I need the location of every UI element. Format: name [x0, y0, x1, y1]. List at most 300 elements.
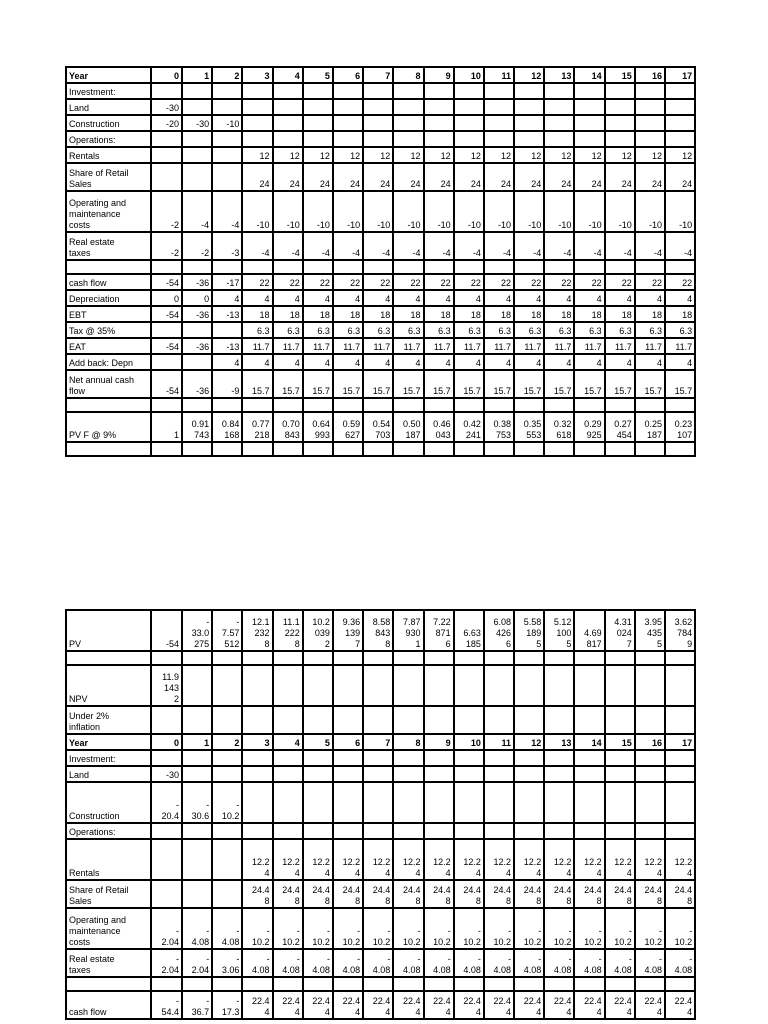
- value-cell: 12: [514, 734, 544, 750]
- value-cell: -10: [242, 191, 272, 232]
- row-label-cell: [66, 260, 151, 274]
- value-cell: [635, 131, 665, 147]
- value-cell: [605, 131, 635, 147]
- value-cell: -10: [212, 115, 242, 131]
- year-header-cell: 2: [212, 67, 242, 83]
- value-cell: [151, 823, 182, 839]
- row-label-cell: Operations:: [66, 131, 151, 147]
- value-cell: [242, 131, 272, 147]
- value-cell: 22.4 4: [273, 991, 303, 1019]
- value-cell: 12.2 4: [424, 839, 454, 880]
- value-cell: [605, 750, 635, 766]
- value-cell: [212, 706, 242, 734]
- table-row: [66, 99, 695, 115]
- value-cell: [574, 766, 604, 782]
- value-cell: 12.2 4: [544, 839, 574, 880]
- value-cell: 18: [242, 306, 272, 322]
- value-cell: 24.4 8: [273, 880, 303, 908]
- value-cell: 4: [273, 354, 303, 370]
- value-cell: [151, 651, 182, 665]
- value-cell: [363, 706, 393, 734]
- value-cell: 12: [273, 147, 303, 163]
- value-cell: [665, 823, 695, 839]
- value-cell: 22: [393, 274, 423, 290]
- value-cell: [303, 750, 333, 766]
- value-cell: 4: [212, 290, 242, 306]
- value-cell: - 3.06: [212, 949, 242, 977]
- value-cell: [484, 823, 514, 839]
- value-cell: [574, 83, 604, 99]
- value-cell: 22.4 4: [544, 991, 574, 1019]
- year-header-cell: 16: [635, 67, 665, 83]
- value-cell: 10.2 039 2: [303, 610, 333, 651]
- row-label-cell: Share of Retail Sales: [66, 163, 151, 191]
- value-cell: 7.22 871 6: [424, 610, 454, 651]
- value-cell: [333, 651, 363, 665]
- value-cell: [574, 651, 604, 665]
- table-row: [66, 977, 695, 991]
- value-cell: [182, 766, 212, 782]
- value-cell: [424, 260, 454, 274]
- value-cell: 11.7: [635, 338, 665, 354]
- value-cell: [273, 823, 303, 839]
- value-cell: [242, 398, 272, 412]
- value-cell: [212, 147, 242, 163]
- value-cell: [242, 260, 272, 274]
- value-cell: [514, 665, 544, 706]
- value-cell: 11.7: [273, 338, 303, 354]
- value-cell: 24.4 8: [484, 880, 514, 908]
- table-row: [66, 115, 695, 131]
- value-cell: 11: [484, 734, 514, 750]
- value-cell: [333, 99, 363, 115]
- value-cell: 4: [665, 290, 695, 306]
- value-cell: [273, 766, 303, 782]
- value-cell: [665, 115, 695, 131]
- value-cell: -10: [514, 191, 544, 232]
- row-label-cell: NPV: [66, 665, 151, 706]
- value-cell: 18: [544, 306, 574, 322]
- value-cell: [454, 665, 484, 706]
- value-cell: [303, 83, 333, 99]
- value-cell: 12: [484, 147, 514, 163]
- table-row: [66, 131, 695, 147]
- value-cell: [393, 651, 423, 665]
- value-cell: [363, 260, 393, 274]
- value-cell: 18: [454, 306, 484, 322]
- table-row: [66, 706, 695, 734]
- value-cell: 10: [454, 734, 484, 750]
- value-cell: [454, 115, 484, 131]
- value-cell: [424, 706, 454, 734]
- value-cell: [393, 750, 423, 766]
- value-cell: 0.35 553: [514, 412, 544, 442]
- value-cell: 12: [514, 147, 544, 163]
- value-cell: 12.2 4: [273, 839, 303, 880]
- value-cell: 22.4 4: [665, 991, 695, 1019]
- value-cell: 22.4 4: [635, 991, 665, 1019]
- value-cell: 0.46 043: [424, 412, 454, 442]
- value-cell: - 10.2: [514, 908, 544, 949]
- value-cell: [574, 823, 604, 839]
- value-cell: 18: [484, 306, 514, 322]
- value-cell: 0.50 187: [393, 412, 423, 442]
- value-cell: 8.58 843 8: [363, 610, 393, 651]
- value-cell: [484, 766, 514, 782]
- value-cell: [393, 782, 423, 823]
- value-cell: - 4.08: [273, 949, 303, 977]
- value-cell: 24.4 8: [454, 880, 484, 908]
- value-cell: [212, 651, 242, 665]
- value-cell: - 10.2: [212, 782, 242, 823]
- value-cell: 11.7: [544, 338, 574, 354]
- value-cell: 24.4 8: [363, 880, 393, 908]
- value-cell: 0.32 618: [544, 412, 574, 442]
- value-cell: [544, 750, 574, 766]
- value-cell: -10: [393, 191, 423, 232]
- value-cell: 15.7: [303, 370, 333, 398]
- value-cell: 24.4 8: [635, 880, 665, 908]
- value-cell: 18: [635, 306, 665, 322]
- value-cell: 22: [514, 274, 544, 290]
- value-cell: -4: [424, 232, 454, 260]
- row-label-cell: [66, 442, 151, 456]
- value-cell: 0.27 454: [605, 412, 635, 442]
- value-cell: [273, 706, 303, 734]
- year-header-cell: 14: [574, 67, 604, 83]
- value-cell: - 4.08: [484, 949, 514, 977]
- value-cell: [333, 750, 363, 766]
- row-label-cell: Investment:: [66, 750, 151, 766]
- value-cell: -10: [484, 191, 514, 232]
- value-cell: [151, 147, 182, 163]
- value-cell: 22: [544, 274, 574, 290]
- value-cell: [605, 442, 635, 456]
- value-cell: [454, 83, 484, 99]
- value-cell: 24.4 8: [665, 880, 695, 908]
- value-cell: [363, 398, 393, 412]
- value-cell: - 2.04: [151, 908, 182, 949]
- value-cell: 15.7: [574, 370, 604, 398]
- value-cell: [635, 977, 665, 991]
- row-label-cell: Land: [66, 766, 151, 782]
- value-cell: 6.3: [605, 322, 635, 338]
- year-header-cell: 8: [393, 67, 423, 83]
- value-cell: 18: [303, 306, 333, 322]
- value-cell: 15.7: [484, 370, 514, 398]
- value-cell: [454, 398, 484, 412]
- value-cell: -10: [363, 191, 393, 232]
- value-cell: [484, 115, 514, 131]
- value-cell: - 33.0 275: [182, 610, 212, 651]
- value-cell: 6.3: [635, 322, 665, 338]
- value-cell: 9: [424, 734, 454, 750]
- value-cell: [393, 398, 423, 412]
- value-cell: [544, 260, 574, 274]
- value-cell: [424, 766, 454, 782]
- value-cell: [574, 115, 604, 131]
- value-cell: [273, 260, 303, 274]
- value-cell: -4: [303, 232, 333, 260]
- table-row: [66, 610, 695, 651]
- row-label-cell: Tax @ 35%: [66, 322, 151, 338]
- value-cell: 8: [393, 734, 423, 750]
- value-cell: 18: [393, 306, 423, 322]
- value-cell: [182, 880, 212, 908]
- value-cell: 24: [544, 163, 574, 191]
- value-cell: [242, 977, 272, 991]
- value-cell: 22: [303, 274, 333, 290]
- value-cell: [273, 131, 303, 147]
- year-header-cell: 10: [454, 67, 484, 83]
- value-cell: -4: [635, 232, 665, 260]
- value-cell: [424, 115, 454, 131]
- value-cell: [151, 163, 182, 191]
- value-cell: 6.3: [393, 322, 423, 338]
- table-row: [66, 665, 695, 706]
- value-cell: 12: [303, 147, 333, 163]
- value-cell: [212, 99, 242, 115]
- value-cell: 13: [544, 734, 574, 750]
- value-cell: [605, 651, 635, 665]
- table-row: [66, 750, 695, 766]
- value-cell: -13: [212, 338, 242, 354]
- value-cell: [484, 977, 514, 991]
- value-cell: 18: [574, 306, 604, 322]
- value-cell: 6: [333, 734, 363, 750]
- value-cell: 22: [273, 274, 303, 290]
- value-cell: 24.4 8: [605, 880, 635, 908]
- value-cell: - 2.04: [182, 949, 212, 977]
- value-cell: [605, 706, 635, 734]
- value-cell: [242, 83, 272, 99]
- table-row: [66, 734, 695, 750]
- value-cell: 4: [454, 354, 484, 370]
- value-cell: 24: [574, 163, 604, 191]
- value-cell: [514, 782, 544, 823]
- value-cell: [514, 442, 544, 456]
- value-cell: [665, 782, 695, 823]
- value-cell: 12: [424, 147, 454, 163]
- value-cell: [605, 99, 635, 115]
- value-cell: 24: [605, 163, 635, 191]
- value-cell: 12: [544, 147, 574, 163]
- year-header-cell: 3: [242, 67, 272, 83]
- value-cell: - 4.08: [242, 949, 272, 977]
- value-cell: [151, 398, 182, 412]
- value-cell: [212, 977, 242, 991]
- value-cell: [273, 750, 303, 766]
- value-cell: [151, 442, 182, 456]
- value-cell: [665, 131, 695, 147]
- value-cell: [363, 782, 393, 823]
- table-row: [66, 274, 695, 290]
- value-cell: 4: [303, 354, 333, 370]
- value-cell: [635, 750, 665, 766]
- value-cell: [242, 99, 272, 115]
- table-row: [66, 766, 695, 782]
- value-cell: 4: [574, 290, 604, 306]
- value-cell: 4: [484, 354, 514, 370]
- value-cell: 4: [574, 354, 604, 370]
- value-cell: 0: [151, 290, 182, 306]
- table-row: [66, 306, 695, 322]
- value-cell: -4: [544, 232, 574, 260]
- value-cell: 12: [454, 147, 484, 163]
- value-cell: -54: [151, 610, 182, 651]
- value-cell: 22: [574, 274, 604, 290]
- value-cell: 12.2 4: [393, 839, 423, 880]
- value-cell: [574, 977, 604, 991]
- row-label-cell: Rentals: [66, 147, 151, 163]
- value-cell: 0.64 993: [303, 412, 333, 442]
- year-label: Year: [66, 67, 151, 83]
- row-label-cell: EBT: [66, 306, 151, 322]
- value-cell: [393, 665, 423, 706]
- value-cell: 4: [393, 290, 423, 306]
- value-cell: 6.3: [273, 322, 303, 338]
- value-cell: [182, 83, 212, 99]
- value-cell: 4.31 024 7: [605, 610, 635, 651]
- value-cell: [393, 442, 423, 456]
- value-cell: [514, 750, 544, 766]
- value-cell: 12.2 4: [303, 839, 333, 880]
- value-cell: [182, 163, 212, 191]
- table-row: [66, 412, 695, 442]
- value-cell: - 30.6: [182, 782, 212, 823]
- value-cell: -10: [424, 191, 454, 232]
- value-cell: 22.4 4: [424, 991, 454, 1019]
- value-cell: [484, 442, 514, 456]
- value-cell: 18: [514, 306, 544, 322]
- value-cell: [242, 442, 272, 456]
- value-cell: 12: [665, 147, 695, 163]
- value-cell: 0.54 703: [363, 412, 393, 442]
- value-cell: [665, 977, 695, 991]
- value-cell: 4: [605, 354, 635, 370]
- value-cell: [242, 823, 272, 839]
- value-cell: [424, 651, 454, 665]
- value-cell: 22.4 4: [574, 991, 604, 1019]
- year-header-cell: 0: [151, 67, 182, 83]
- value-cell: [605, 823, 635, 839]
- value-cell: [182, 398, 212, 412]
- value-cell: 11.7: [484, 338, 514, 354]
- value-cell: [182, 260, 212, 274]
- value-cell: -4: [212, 191, 242, 232]
- table-row: [66, 908, 695, 949]
- value-cell: -2: [182, 232, 212, 260]
- value-cell: -4: [182, 191, 212, 232]
- value-cell: [544, 398, 574, 412]
- row-label-cell: Construction: [66, 782, 151, 823]
- value-cell: [393, 823, 423, 839]
- year-header-cell: 9: [424, 67, 454, 83]
- value-cell: [635, 665, 665, 706]
- value-cell: [544, 83, 574, 99]
- value-cell: [424, 782, 454, 823]
- value-cell: [333, 665, 363, 706]
- value-cell: [605, 782, 635, 823]
- value-cell: [514, 83, 544, 99]
- value-cell: 18: [273, 306, 303, 322]
- value-cell: -10: [635, 191, 665, 232]
- value-cell: 4: [424, 354, 454, 370]
- value-cell: 6.3: [363, 322, 393, 338]
- value-cell: [635, 823, 665, 839]
- value-cell: [484, 83, 514, 99]
- value-cell: -2: [151, 191, 182, 232]
- value-cell: [333, 766, 363, 782]
- value-cell: 7: [363, 734, 393, 750]
- value-cell: 4: [363, 354, 393, 370]
- value-cell: [635, 115, 665, 131]
- value-cell: [665, 706, 695, 734]
- value-cell: - 4.08: [363, 949, 393, 977]
- value-cell: 4: [514, 354, 544, 370]
- table-row: [66, 354, 695, 370]
- value-cell: [484, 131, 514, 147]
- value-cell: [544, 115, 574, 131]
- value-cell: 22: [484, 274, 514, 290]
- value-cell: [393, 115, 423, 131]
- value-cell: 12.2 4: [242, 839, 272, 880]
- value-cell: 17: [665, 734, 695, 750]
- value-cell: -20: [151, 115, 182, 131]
- value-cell: 15.7: [454, 370, 484, 398]
- value-cell: 22: [665, 274, 695, 290]
- value-cell: [424, 823, 454, 839]
- value-cell: 22: [363, 274, 393, 290]
- value-cell: [182, 322, 212, 338]
- value-cell: 11.7: [665, 338, 695, 354]
- value-cell: 0.42 241: [454, 412, 484, 442]
- value-cell: [333, 977, 363, 991]
- value-cell: 24.4 8: [303, 880, 333, 908]
- value-cell: [333, 782, 363, 823]
- value-cell: - 4.08: [212, 908, 242, 949]
- value-cell: 12.2 4: [605, 839, 635, 880]
- value-cell: 3: [242, 734, 272, 750]
- row-label-cell: Rentals: [66, 839, 151, 880]
- value-cell: -4: [484, 232, 514, 260]
- value-cell: [363, 766, 393, 782]
- value-cell: -2: [151, 232, 182, 260]
- value-cell: 0.59 627: [333, 412, 363, 442]
- value-cell: 24: [635, 163, 665, 191]
- value-cell: 4: [273, 734, 303, 750]
- value-cell: [393, 766, 423, 782]
- value-cell: [665, 260, 695, 274]
- value-cell: 12: [242, 147, 272, 163]
- value-cell: -54: [151, 370, 182, 398]
- row-label-cell: [66, 977, 151, 991]
- value-cell: 11.7: [393, 338, 423, 354]
- value-cell: 22.4 4: [303, 991, 333, 1019]
- value-cell: [363, 115, 393, 131]
- value-cell: 4: [303, 290, 333, 306]
- table-row: [66, 651, 695, 665]
- table-row: [66, 880, 695, 908]
- value-cell: 12.2 4: [514, 839, 544, 880]
- row-label-cell: Net annual cash flow: [66, 370, 151, 398]
- value-cell: 4: [333, 290, 363, 306]
- value-cell: [574, 442, 604, 456]
- value-cell: 18: [424, 306, 454, 322]
- value-cell: [151, 83, 182, 99]
- value-cell: 6.3: [303, 322, 333, 338]
- value-cell: [665, 750, 695, 766]
